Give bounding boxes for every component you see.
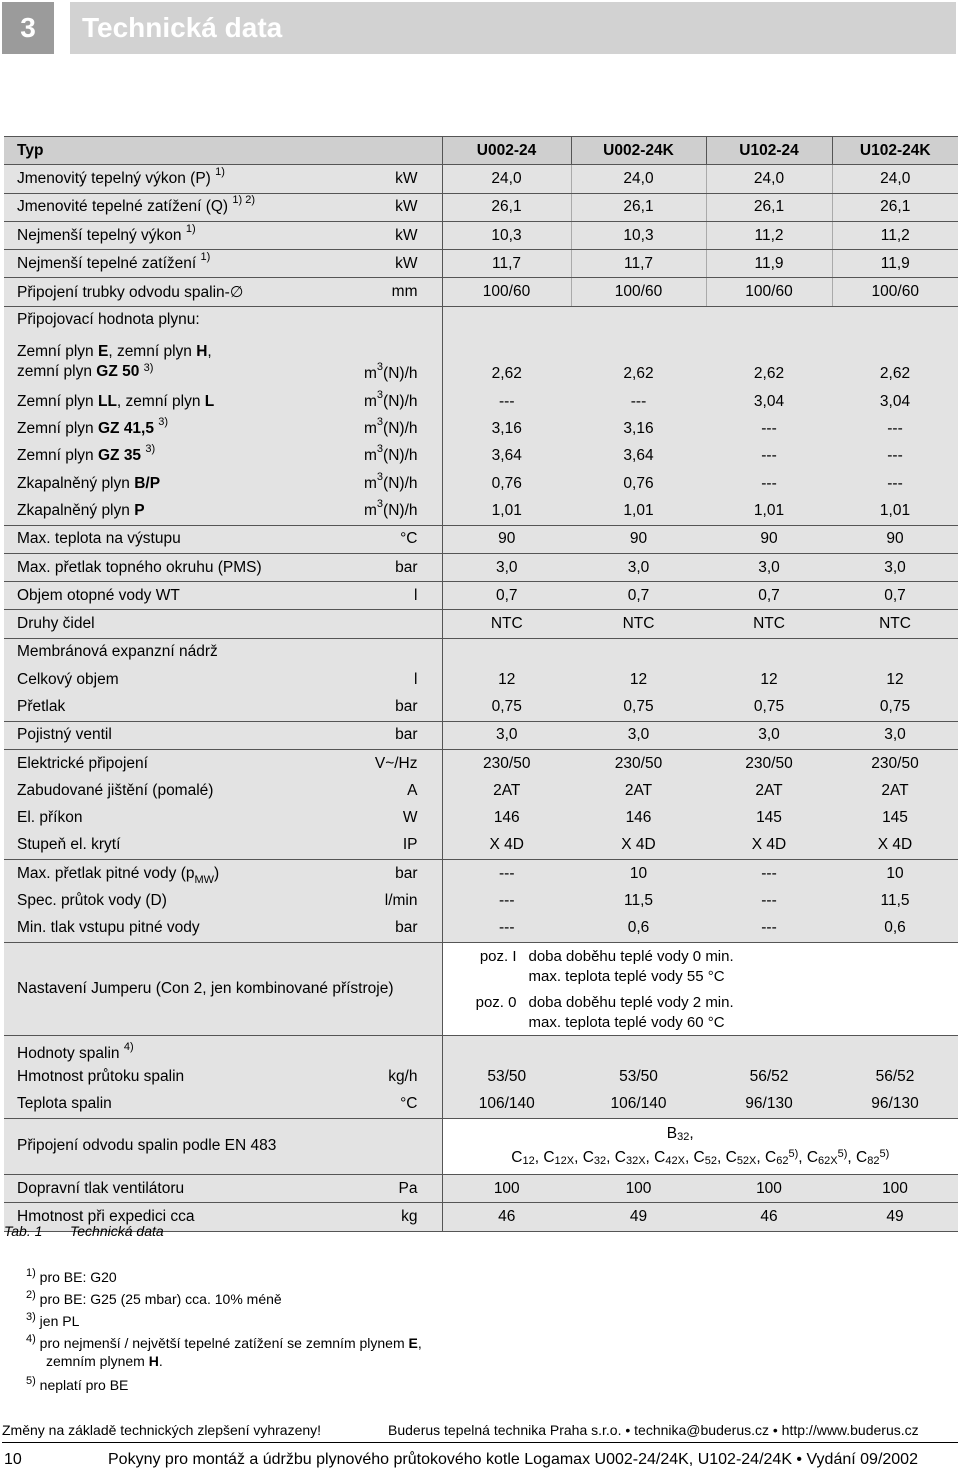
cell-value: 3,16 <box>442 415 571 442</box>
cell-value: 2,62 <box>571 334 706 388</box>
footnote: $^{2)}$ pro BE: G25 (25 mbar) cca. 10% méně <box>26 1289 282 1307</box>
row-unit: l <box>311 582 442 610</box>
cell-value: 2,62 <box>832 334 958 388</box>
cell-value: 146 <box>442 805 571 832</box>
cell-value: 90 <box>706 525 832 553</box>
row-label: Připojení trubky odvodu spalin-∅ <box>4 278 311 306</box>
row-unit: $m^3(N)/h$ <box>311 415 442 442</box>
row-unit: W <box>311 805 442 832</box>
cell-value: 12 <box>442 666 571 693</box>
cell-value: 0,7 <box>832 582 958 610</box>
row-label: Připojení odvodu spalin podle EN 483 <box>4 1118 442 1174</box>
cell-value: 3,0 <box>706 721 832 749</box>
cell-value: 100/60 <box>832 278 958 306</box>
row-label: El. příkon <box>4 805 311 832</box>
jumper-pos-1-text: max. teplota teplé vody 55 °C <box>528 967 725 985</box>
table-row <box>4 693 958 721</box>
cell-value: 11,2 <box>832 221 958 249</box>
cell-value: 0,75 <box>832 693 958 721</box>
cell-value: 145 <box>706 805 832 832</box>
row-unit: bar <box>311 553 442 581</box>
chapter-number: 3 <box>2 2 54 54</box>
cell-value: 0,7 <box>706 582 832 610</box>
table-row <box>4 278 958 306</box>
row-label: Připojovací hodnota plynu: <box>4 306 311 334</box>
table-row <box>4 749 958 777</box>
row-label: Objem otopné vody WT <box>4 582 311 610</box>
cell-value: X 4D <box>706 832 832 860</box>
footnote: $^{5)}$ neplatí pro BE <box>26 1375 129 1393</box>
table-row <box>4 1036 958 1064</box>
cell-value: 24,0 <box>571 165 706 193</box>
cell-value: NTC <box>571 610 706 638</box>
cell-value: 100 <box>442 1174 571 1202</box>
cell-value: 11,9 <box>706 250 832 278</box>
cell-value: 24,0 <box>832 165 958 193</box>
table-row <box>4 887 958 914</box>
table-row <box>4 777 958 804</box>
footer-divider <box>2 1442 958 1443</box>
cell-value: --- <box>442 915 571 943</box>
cell-value: 11,5 <box>571 887 706 914</box>
row-unit <box>311 610 442 638</box>
cell-value: 1,01 <box>442 497 571 525</box>
cell-value: X 4D <box>442 832 571 860</box>
model-header: U102-24 <box>706 137 832 165</box>
cell-value: 0,76 <box>571 470 706 497</box>
cell-value: 11,5 <box>832 887 958 914</box>
cell-value: 0,6 <box>571 915 706 943</box>
row-unit: $m^3(N)/h$ <box>311 443 442 470</box>
table-row <box>4 582 958 610</box>
cell-value: 49 <box>571 1203 706 1231</box>
row-label: Max. přetlak topného okruhu (PMS) <box>4 553 311 581</box>
cell-value: 90 <box>571 525 706 553</box>
cell-value: 90 <box>832 525 958 553</box>
cell-value: NTC <box>706 610 832 638</box>
table-row <box>4 193 958 221</box>
row-label: Celkový objem <box>4 666 311 693</box>
row-label: Membránová expanzní nádrž <box>4 638 311 666</box>
table-row-en483 <box>4 1118 958 1174</box>
row-label: Hmotnost průtoku spalin <box>4 1063 311 1090</box>
row-unit: Pa <box>311 1174 442 1202</box>
row-label: Elektrické připojení <box>4 749 311 777</box>
table-caption: Tab. 1 Technická data <box>4 1223 164 1239</box>
cell-value: 0,75 <box>706 693 832 721</box>
row-unit: kg/h <box>311 1063 442 1090</box>
cell-value: --- <box>706 887 832 914</box>
row-label: Min. tlak vstupu pitné vody <box>4 915 311 943</box>
cell-value: 230/50 <box>571 749 706 777</box>
cell-value: 0,6 <box>832 915 958 943</box>
jumper-settings <box>442 943 958 1036</box>
cell-value: 10,3 <box>442 221 571 249</box>
row-unit: kW <box>311 193 442 221</box>
row-unit: bar <box>311 721 442 749</box>
cell-value: --- <box>706 915 832 943</box>
table-row <box>4 666 958 693</box>
table-row <box>4 525 958 553</box>
jumper-pos-0: poz. 0 <box>475 993 517 1011</box>
cell-value: 96/130 <box>832 1091 958 1119</box>
cell-value: 24,0 <box>706 165 832 193</box>
cell-value: 3,0 <box>571 721 706 749</box>
row-label: Max. přetlak pitné vody $(p_{MW})$ <box>4 860 311 888</box>
cell-value: 3,0 <box>571 553 706 581</box>
cell-value: 26,1 <box>706 193 832 221</box>
jumper-pos-0-text: max. teplota teplé vody 60 °C <box>528 1013 725 1031</box>
cell-value: --- <box>571 388 706 415</box>
table-row <box>4 553 958 581</box>
cell-value: --- <box>442 388 571 415</box>
row-label: Hmotnost při expedici cca <box>4 1203 311 1231</box>
cell-value: 230/50 <box>442 749 571 777</box>
row-unit: IP <box>311 832 442 860</box>
row-unit: $m^3(N)/h$ <box>311 388 442 415</box>
cell-value: 106/140 <box>442 1091 571 1119</box>
cell-value: --- <box>442 860 571 888</box>
cell-value: 10,3 <box>571 221 706 249</box>
row-label: Jmenovitý tepelný výkon (P) $^{1)}$ <box>4 165 311 193</box>
row-label: Zemní plyn E, zemní plyn H, zemní plyn GZ 50 $^{3)}$ <box>4 334 311 388</box>
table-row <box>4 860 958 888</box>
cell-value: NTC <box>442 610 571 638</box>
cell-value: 145 <box>832 805 958 832</box>
cell-value: 3,0 <box>706 553 832 581</box>
technical-data-table <box>4 136 958 1232</box>
cell-value: 100/60 <box>442 278 571 306</box>
row-unit: kW <box>311 165 442 193</box>
cell-value: --- <box>706 860 832 888</box>
row-label: Zemní plyn GZ 35 $^{3)}$ <box>4 443 311 470</box>
footnote: $^{3)}$ jen PL <box>26 1311 80 1329</box>
cell-value: 2,62 <box>442 334 571 388</box>
cell-value: --- <box>442 887 571 914</box>
jumper-pos-1-text: doba doběhu teplé vody 0 min. <box>528 947 734 965</box>
table-row-jumper <box>4 943 958 1036</box>
chapter-title: Technická data <box>70 2 956 54</box>
cell-value: 11,7 <box>571 250 706 278</box>
row-label: Dopravní tlak ventilátoru <box>4 1174 311 1202</box>
cell-value: 3,64 <box>571 443 706 470</box>
table-row <box>4 388 958 415</box>
cell-value: 3,0 <box>832 553 958 581</box>
cell-value: --- <box>832 470 958 497</box>
cell-value: 11,2 <box>706 221 832 249</box>
cell-value: 53/50 <box>442 1063 571 1090</box>
cell-value: 3,64 <box>442 443 571 470</box>
cell-value: 230/50 <box>706 749 832 777</box>
table-row <box>4 221 958 249</box>
row-unit: A <box>311 777 442 804</box>
page-number: 10 <box>4 1451 22 1468</box>
model-header: U002-24 <box>442 137 571 165</box>
cell-value: NTC <box>832 610 958 638</box>
cell-value: 100/60 <box>571 278 706 306</box>
table-row <box>4 610 958 638</box>
cell-value: 11,9 <box>832 250 958 278</box>
table-row <box>4 250 958 278</box>
row-label: Max. teplota na výstupu <box>4 525 311 553</box>
cell-value: 26,1 <box>832 193 958 221</box>
table-row <box>4 497 958 525</box>
row-label: Hodnoty spalin $^{4)}$ <box>4 1036 311 1064</box>
cell-value: 2AT <box>571 777 706 804</box>
row-unit: kg <box>311 1203 442 1231</box>
cell-value: 2,62 <box>706 334 832 388</box>
footnote: $^{4)}$ pro nejmenší / největší tepelné zatížení se zemním plynem E, zemním plynem H. <box>26 1333 422 1369</box>
cell-value: 106/140 <box>571 1091 706 1119</box>
cell-value: 12 <box>571 666 706 693</box>
cell-value: 3,04 <box>832 388 958 415</box>
cell-value: 0,76 <box>442 470 571 497</box>
table-row <box>4 915 958 943</box>
cell-value: --- <box>832 415 958 442</box>
table-row <box>4 1063 958 1090</box>
table-row <box>4 415 958 442</box>
table-row <box>4 165 958 193</box>
cell-value: 100 <box>571 1174 706 1202</box>
table-row <box>4 805 958 832</box>
cell-value: 12 <box>706 666 832 693</box>
model-header: U002-24K <box>571 137 706 165</box>
jumper-pos-1: poz. I <box>479 947 517 965</box>
cell-value: 24,0 <box>442 165 571 193</box>
row-unit: $m^3(N)/h$ <box>311 334 442 388</box>
cell-value: 96/130 <box>706 1091 832 1119</box>
footnote: $^{1)}$ pro BE: G20 <box>26 1267 117 1285</box>
table-row <box>4 470 958 497</box>
row-label: Zemní plyn LL, zemní plyn L <box>4 388 311 415</box>
row-label: Spec. průtok vody (D) <box>4 887 311 914</box>
model-header: U102-24K <box>832 137 958 165</box>
row-unit: °C <box>311 525 442 553</box>
row-label: Teplota spalin <box>4 1091 311 1119</box>
row-label: Jmenovité tepelné zatížení (Q) $^{1) 2)}$ <box>4 193 311 221</box>
cell-value: 46 <box>706 1203 832 1231</box>
flue-categories: $B_{32}$, $C_{12}$, $C_{12X}$, $C_{32}$, $C_{32X}$, $C_{42X}$, $C_{52}$, $C_{52X}$, $C_{62}^{5)}$, $C_{62X}^{5)}$, $C_{82}^{5)}$ <box>442 1118 958 1174</box>
cell-value: 3,0 <box>442 553 571 581</box>
row-label: Zkapalněný plyn B/P <box>4 470 311 497</box>
cell-value: 56/52 <box>706 1063 832 1090</box>
cell-value: 3,04 <box>706 388 832 415</box>
row-label: Nastavení Jumperu (Con 2, jen kombinované přístroje) <box>4 943 442 1036</box>
table-row <box>4 638 958 666</box>
row-unit: bar <box>311 693 442 721</box>
row-unit: $m^3(N)/h$ <box>311 497 442 525</box>
row-unit: kW <box>311 221 442 249</box>
footer-contact: Buderus tepelná technika Praha s.r.o. • technika@buderus.cz • http://www.buderus.cz <box>388 1422 919 1438</box>
row-label: Zkapalněný plyn P <box>4 497 311 525</box>
cell-value: 2AT <box>442 777 571 804</box>
cell-value: X 4D <box>832 832 958 860</box>
table-row <box>4 832 958 860</box>
cell-value: 90 <box>442 525 571 553</box>
cell-value: --- <box>832 443 958 470</box>
cell-value: --- <box>706 415 832 442</box>
col-type-header: Typ <box>4 137 311 165</box>
cell-value: 100 <box>706 1174 832 1202</box>
cell-value: X 4D <box>571 832 706 860</box>
row-label: Zabudované jištění (pomalé) <box>4 777 311 804</box>
cell-value: 12 <box>832 666 958 693</box>
cell-value: 0,7 <box>571 582 706 610</box>
cell-value: --- <box>706 443 832 470</box>
cell-value: 0,75 <box>571 693 706 721</box>
cell-value: 53/50 <box>571 1063 706 1090</box>
cell-value: 230/50 <box>832 749 958 777</box>
row-label: Zemní plyn GZ 41,5 $^{3)}$ <box>4 415 311 442</box>
cell-value: 10 <box>571 860 706 888</box>
table-row <box>4 306 958 334</box>
row-unit: mm <box>311 278 442 306</box>
row-label: Nejmenší tepelný výkon $^{1)}$ <box>4 221 311 249</box>
row-unit: bar <box>311 915 442 943</box>
row-unit: V~/Hz <box>311 749 442 777</box>
document-title: Pokyny pro montáž a údržbu plynového průtokového kotle Logamax U002-24/24K, U102-24/24K • Vydání 09/2002 <box>108 1451 918 1468</box>
table-row <box>4 721 958 749</box>
cell-value: 56/52 <box>832 1063 958 1090</box>
row-label: Druhy čidel <box>4 610 311 638</box>
cell-value: 26,1 <box>571 193 706 221</box>
cell-value: 3,16 <box>571 415 706 442</box>
cell-value: 10 <box>832 860 958 888</box>
table-header-row <box>4 137 958 165</box>
row-unit: bar <box>311 860 442 888</box>
row-label: Stupeň el. krytí <box>4 832 311 860</box>
cell-value: 2AT <box>832 777 958 804</box>
footer-note: Změny na základě technických zlepšení vyhrazeny! <box>2 1422 322 1438</box>
jumper-pos-0-text: doba doběhu teplé vody 2 min. <box>528 993 734 1011</box>
cell-value: 1,01 <box>571 497 706 525</box>
table-row <box>4 1174 958 1202</box>
row-label: Pojistný ventil <box>4 721 311 749</box>
cell-value: 46 <box>442 1203 571 1231</box>
cell-value: 11,7 <box>442 250 571 278</box>
row-unit: kW <box>311 250 442 278</box>
cell-value: 0,7 <box>442 582 571 610</box>
cell-value: 0,75 <box>442 693 571 721</box>
cell-value: 49 <box>832 1203 958 1231</box>
cell-value: 100/60 <box>706 278 832 306</box>
row-unit: l <box>311 666 442 693</box>
row-label: Nejmenší tepelné zatížení $^{1)}$ <box>4 250 311 278</box>
cell-value: 1,01 <box>832 497 958 525</box>
cell-value: 1,01 <box>706 497 832 525</box>
cell-value: 100 <box>832 1174 958 1202</box>
cell-value: 26,1 <box>442 193 571 221</box>
row-unit: $m^3(N)/h$ <box>311 470 442 497</box>
row-unit: °C <box>311 1091 442 1119</box>
cell-value: --- <box>706 470 832 497</box>
cell-value: 2AT <box>706 777 832 804</box>
cell-value: 3,0 <box>442 721 571 749</box>
cell-value: 146 <box>571 805 706 832</box>
row-unit: l/min <box>311 887 442 914</box>
row-label: Přetlak <box>4 693 311 721</box>
table-row <box>4 334 958 388</box>
cell-value: 3,0 <box>832 721 958 749</box>
table-row <box>4 443 958 470</box>
table-row <box>4 1091 958 1119</box>
